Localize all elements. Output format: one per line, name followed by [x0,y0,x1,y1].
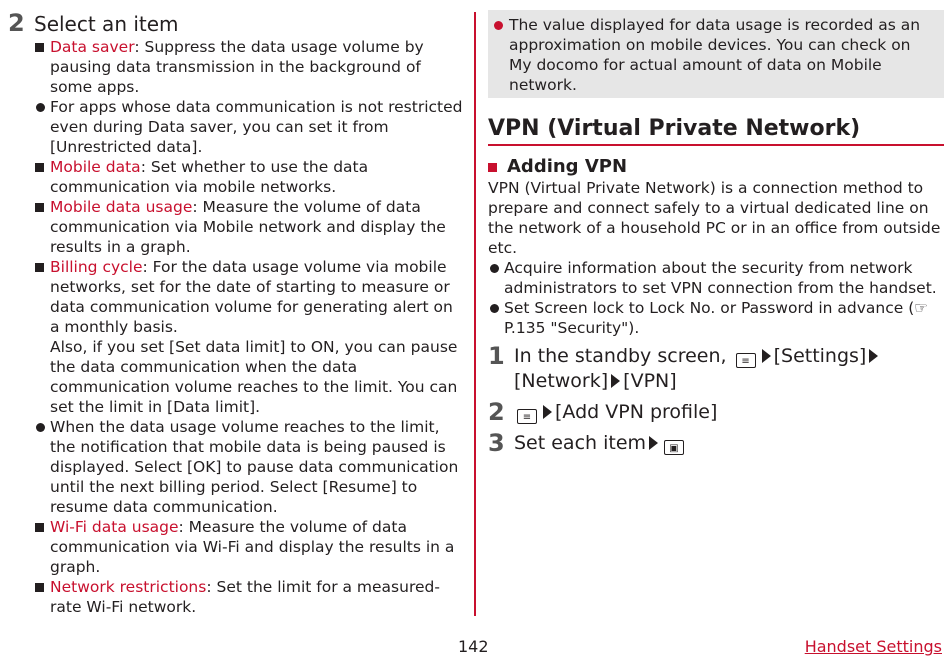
menu-key-icon: ≡ [736,353,756,368]
arrow-right-icon [611,374,620,388]
item-description: : Suppress the data usage volume by pausing data transmission in the background of some apps. [50,38,424,96]
section-link-handset-settings[interactable]: Handset Settings [804,637,942,656]
item-description: : Measure the volume of data communication via Wi-Fi and display the results in a graph. [50,518,455,576]
item-term: Network restrictions [50,578,207,596]
step-number: 1 [488,342,505,370]
item-term: Data saver [50,38,135,56]
subheading-text: Adding VPN [507,156,628,177]
note-screen-lock [488,298,944,338]
note-unrestricted-data [34,97,466,157]
round-bullet-icon [490,264,499,273]
round-bullet-icon [36,423,45,432]
vpn-steps [488,344,944,456]
arrow-right-icon [649,436,658,450]
note-text: For apps whose data communication is not restricted even during Data saver, you can set it from [Unrestricted data]. [50,98,463,156]
step-2-select-item [8,10,466,37]
item-description: : Set the limit for a measured-rate Wi-Fi network. [50,578,440,616]
settings-item-list [34,37,466,617]
menu-vpn: [VPN] [623,370,677,392]
vpn-step-2 [488,400,944,425]
step-instruction [514,400,717,425]
list-item-mobile-data [34,157,466,197]
item-description: : Measure the volume of data communication via Mobile network and display the results in a graph. [50,198,446,256]
item-term: Mobile data usage [50,198,193,216]
arrow-right-icon [543,405,552,419]
round-bullet-icon [36,103,45,112]
item-term: Billing cycle [50,258,143,276]
step-number: 2 [488,398,505,426]
list-item-mobile-data-usage [34,197,466,257]
step-instruction: Select an item [34,12,179,36]
list-item-network-restrictions [34,577,466,617]
note-security-info [488,258,944,298]
list-item-wifi-data-usage [34,517,466,577]
column-divider [474,12,476,616]
right-column [488,10,944,462]
item-term: Wi-Fi data usage [50,518,179,536]
note-text: Acquire information about the security from network administrators to set VPN connection from the handset. [504,259,937,297]
square-bullet-icon [35,203,44,212]
step-instruction [514,344,881,394]
step-text-main: Set each item [514,432,647,454]
item-extra-text: Also, if you set [Set data limit] to ON, you can pause the data communication when the data communication volume reaches to the limit. You can set the limit in [Data limit]. [50,338,458,416]
menu-settings: [Settings] [773,345,867,367]
callout-text: The value displayed for data usage is recorded as an approximation on mobile devices. You can check on My docomo for actual amount of data on Mobile network. [509,16,921,94]
round-bullet-icon [490,304,499,313]
step-instruction [514,431,687,456]
arrow-right-icon [762,349,771,363]
note-text: Set Screen lock to Lock No. or Password in advance (☞P.135 "Security"). [504,299,929,337]
list-item-data-saver [34,37,466,97]
left-column [8,10,466,617]
square-bullet-icon [35,523,44,532]
step-text-prefix: In the standby screen, [514,345,727,367]
step-number: 2 [8,9,25,37]
item-description: : For the data usage volume via mobile networks, set for the date of starting to measure or data communication volume for generating alert on a monthly basis. [50,258,453,336]
vpn-step-1 [488,344,944,394]
section-heading-vpn: VPN (Virtual Private Network) [488,116,944,146]
page-number: 142 [458,637,489,656]
note-text: When the data usage volume reaches to the limit, the notification that mobile data is being paused is displayed. Select [OK] to pause data communication until the next billing period. Select [Resume] to resume data communication. [50,418,459,516]
vpn-description: VPN (Virtual Private Network) is a connection method to prepare and connect safely to a virtual dedicated line on the network of a household PC or in an office from outside etc. [488,179,941,257]
menu-network: [Network] [514,370,609,392]
menu-key-icon: ≡ [517,409,537,424]
note-data-limit [34,417,466,517]
vpn-step-3 [488,431,944,456]
square-bullet-icon [488,163,497,172]
arrow-right-icon [869,349,878,363]
square-bullet-icon [35,583,44,592]
item-term: Mobile data [50,158,141,176]
square-bullet-icon [35,263,44,272]
vpn-notes [488,258,944,338]
square-bullet-icon [35,43,44,52]
step-number: 3 [488,429,505,457]
item-description: : Set whether to use the data communication via mobile networks. [50,158,369,196]
list-item-billing-cycle [34,257,466,417]
square-bullet-icon [35,163,44,172]
save-key-icon: ▣ [664,440,684,455]
round-bullet-icon [494,21,503,30]
subheading-adding-vpn [488,156,944,178]
data-usage-callout [488,10,944,98]
menu-add-vpn-profile: [Add VPN profile] [555,401,718,423]
